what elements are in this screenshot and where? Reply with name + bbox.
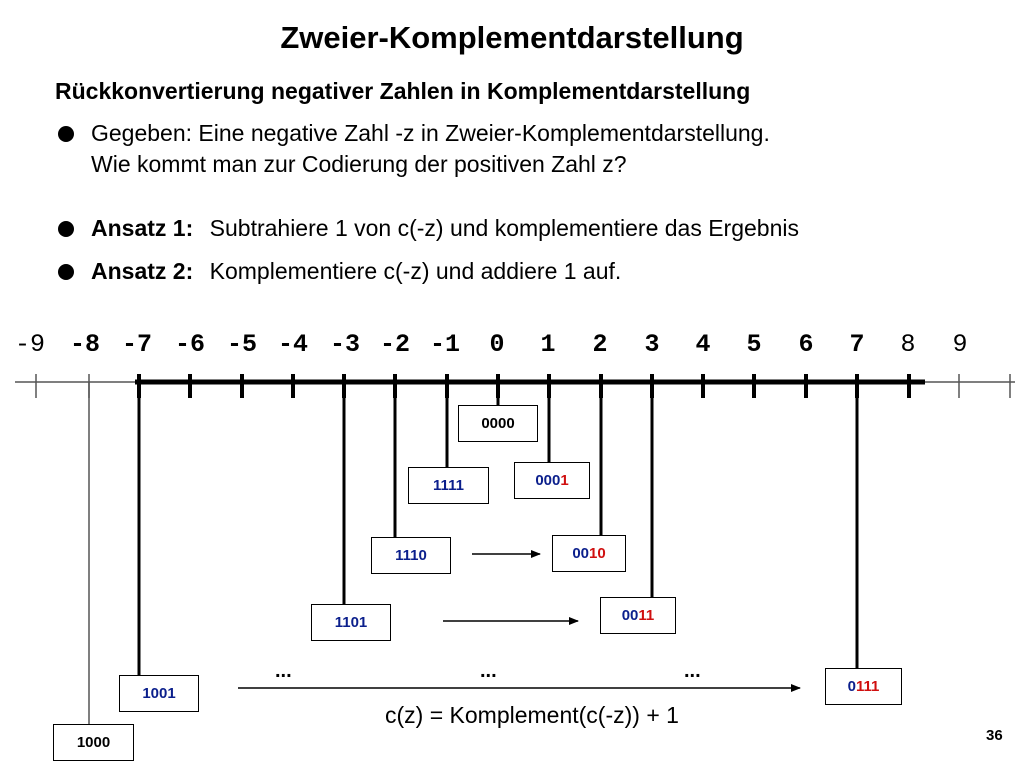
approach-2-label: Ansatz 2:: [91, 258, 194, 284]
label-minus8: -8: [69, 330, 100, 359]
code-box-minus2: [371, 537, 451, 574]
code-box-minus8: [53, 724, 134, 761]
code-3-prefix: 00: [621, 607, 639, 624]
code-2-prefix: 00: [572, 545, 589, 562]
code-box-1: [514, 462, 590, 499]
label-minus9: -9: [14, 330, 45, 359]
slide-subtitle: Rückkonvertierung negativer Zahlen in Komplementdarstellung: [55, 78, 751, 104]
label-minus2: -2: [379, 330, 410, 359]
label-minus7: -7: [121, 330, 152, 359]
ellipsis-right: ...: [684, 660, 701, 682]
code-box-7: [825, 668, 902, 705]
code-minus3-text: 1101: [334, 614, 368, 631]
code-2-suffix: 10: [589, 545, 606, 562]
code-box-2: [552, 535, 626, 572]
approach-2-text: Komplementiere c(-z) und addiere 1 auf.: [209, 258, 622, 284]
code-minus2-text: 1110: [395, 547, 427, 564]
code-3-suffix: 11: [638, 607, 655, 624]
label-9: 9: [952, 330, 968, 359]
code-1-suffix: 1: [560, 472, 569, 489]
code-minus7-text: 1001: [142, 685, 176, 702]
label-minus4: -4: [277, 330, 308, 359]
ellipsis-middle: ...: [480, 660, 497, 682]
label-0: 0: [489, 330, 505, 359]
code-minus1-text: 1111: [433, 477, 464, 494]
code-1-prefix: 000: [535, 472, 561, 489]
label-1: 1: [540, 330, 556, 359]
bullet-given-line1: Gegeben: Eine negative Zahl -z in Zweier-Komplementdarstellung.: [91, 120, 770, 146]
label-minus6: -6: [174, 330, 205, 359]
code-7-suffix: 111: [855, 678, 880, 695]
page-number: 36: [986, 727, 1003, 744]
approach-1-text: Subtrahiere 1 von c(-z) und komplementiere das Ergebnis: [209, 215, 799, 241]
code-minus8-text: 1000: [76, 734, 111, 751]
slide-title: Zweier-Komplementdarstellung: [280, 20, 744, 55]
code-box-minus1: [408, 467, 489, 504]
formula: c(z) = Komplement(c(-z)) + 1: [385, 702, 679, 728]
code-box-minus7: [119, 675, 199, 712]
label-7: 7: [849, 330, 865, 359]
approach-1-label: Ansatz 1:: [91, 215, 194, 241]
label-5: 5: [746, 330, 762, 359]
label-3: 3: [644, 330, 660, 359]
code-0-text: 0000: [481, 415, 515, 432]
label-8: 8: [900, 330, 916, 359]
ellipsis-left: ...: [275, 660, 292, 682]
code-box-3: [600, 597, 676, 634]
bullet-given-line2: Wie kommt man zur Codierung der positiven Zahl z?: [91, 151, 627, 177]
code-box-minus3: [311, 604, 391, 641]
label-minus5: -5: [226, 330, 257, 359]
label-minus1: -1: [429, 330, 460, 359]
label-minus3: -3: [329, 330, 360, 359]
label-6: 6: [798, 330, 814, 359]
code-7-prefix: 0: [847, 678, 856, 695]
code-box-0: [458, 405, 538, 442]
label-2: 2: [592, 330, 608, 359]
label-4: 4: [695, 330, 711, 359]
